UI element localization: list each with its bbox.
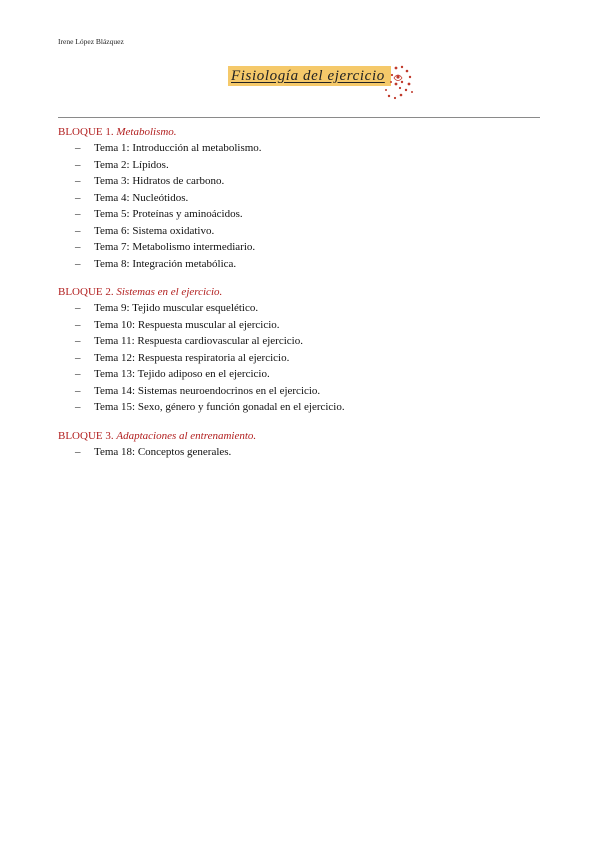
block-section (58, 124, 548, 272)
block-section (58, 428, 548, 461)
list-dash: – (75, 351, 81, 364)
list-item (58, 206, 548, 223)
topic-text: Tema 12: Respuesta respiratoria al ejercicio. (94, 351, 290, 364)
list-item (58, 157, 548, 174)
topic-text: Tema 11: Respuesta cardiovascular al ejercicio. (94, 335, 303, 347)
block-name: Metabolismo. (116, 126, 177, 138)
topic-text: Tema 18: Conceptos generales. (94, 445, 232, 458)
syllabus-content (58, 124, 548, 472)
topic-text: Tema 8: Integración metabólica. (94, 257, 237, 270)
block-title (58, 124, 548, 140)
topic-text: Tema 10: Respuesta muscular al ejercicio. (94, 318, 280, 331)
list-item (58, 140, 548, 157)
list-dash: – (75, 241, 81, 253)
list-dash: – (75, 384, 81, 397)
list-dash: – (75, 401, 81, 413)
decorative-dots-icon (376, 62, 416, 106)
list-item (58, 366, 548, 383)
author-name: Irene López Blázquez (58, 37, 124, 46)
list-dash: – (75, 224, 81, 237)
list-dash: – (75, 445, 81, 458)
list-dash: – (75, 191, 81, 204)
document-title-area (228, 62, 418, 106)
list-dash: – (75, 318, 81, 331)
topic-text: Tema 3: Hidratos de carbono. (94, 175, 225, 187)
block-name: Adaptaciones al entrenamiento. (116, 429, 257, 442)
topic-text: Tema 14: Sistemas neuroendocrinos en el ejercicio. (94, 384, 321, 397)
document-title: Fisiología del ejercicio (228, 66, 391, 86)
topic-text: Tema 1: Introducción al metabolismo. (94, 142, 262, 154)
list-item (58, 223, 548, 240)
block-name: Sistemas en el ejercicio. (116, 286, 223, 298)
block-label: BLOQUE 3. (58, 429, 114, 442)
list-dash: – (75, 142, 81, 154)
list-dash: – (75, 208, 81, 220)
list-dash: – (75, 257, 81, 270)
list-item (58, 239, 548, 256)
topic-text: Tema 9: Tejido muscular esquelético. (94, 302, 259, 314)
block-title (58, 428, 548, 444)
topic-text: Tema 5: Proteínas y aminoácidos. (94, 208, 243, 220)
list-item (58, 350, 548, 367)
topic-text: Tema 4: Nucleótidos. (94, 191, 189, 204)
list-item (58, 317, 548, 334)
list-item (58, 256, 548, 273)
list-dash: – (75, 302, 81, 314)
topic-text: Tema 7: Metabolismo intermediario. (94, 241, 256, 253)
topic-text: Tema 2: Lípidos. (94, 158, 169, 171)
topic-text: Tema 13: Tejido adiposo en el ejercicio. (94, 368, 270, 380)
list-item (58, 383, 548, 400)
header-divider (58, 117, 540, 118)
list-item (58, 444, 548, 461)
list-dash: – (75, 368, 81, 380)
block-title (58, 284, 548, 300)
topic-text: Tema 6: Sistema oxidativo. (94, 224, 215, 237)
list-item (58, 173, 548, 190)
list-item (58, 190, 548, 207)
topic-text: Tema 15: Sexo, género y función gonadal en el ejercicio. (94, 401, 345, 413)
block-label: BLOQUE 1. (58, 126, 114, 138)
list-dash: – (75, 175, 81, 187)
list-item (58, 399, 548, 416)
block-section (58, 284, 548, 416)
list-item (58, 333, 548, 350)
list-item (58, 300, 548, 317)
list-dash: – (75, 158, 81, 171)
block-label: BLOQUE 2. (58, 286, 114, 298)
list-dash: – (75, 335, 81, 347)
